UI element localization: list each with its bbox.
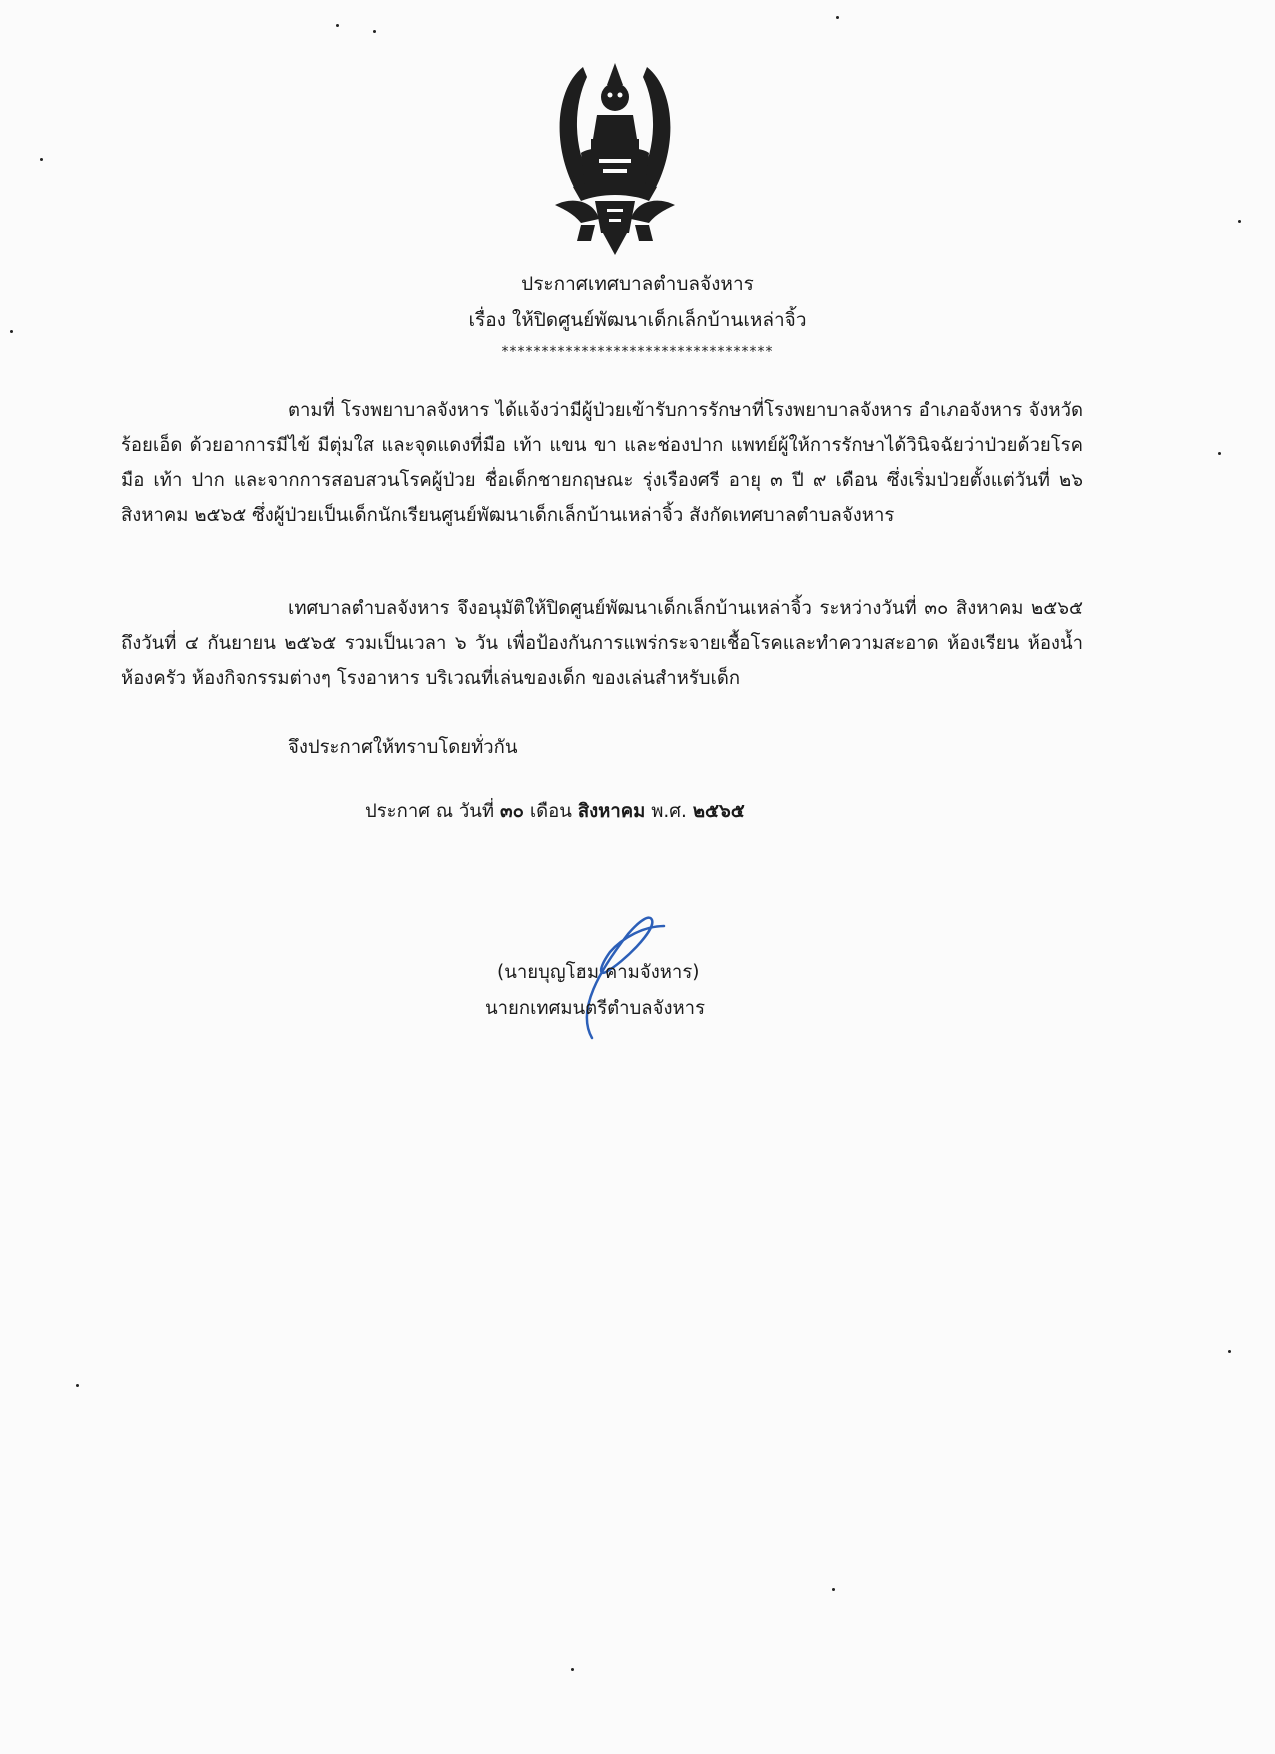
scan-speck <box>1238 220 1241 223</box>
scan-speck <box>1228 1350 1231 1353</box>
title-separator: ********************************** <box>501 344 774 360</box>
closing-statement: จึงประกาศให้ทราบโดยทั่วกัน <box>288 737 518 758</box>
scan-speck <box>40 158 43 161</box>
date-day: ๓๐ <box>500 801 524 822</box>
date-month: สิงหาคม <box>577 801 646 822</box>
scan-speck <box>76 1384 79 1387</box>
body-paragraph-1: ตามที่ โรงพยาบาลจังหาร ได้แจ้งว่ามีผู้ป่วยเข้ารับการรักษาที่โรงพยาบาลจังหาร อำเภอจังหาร จังหวัดร้อยเอ็ด ด้วยอาการมีไข้ มีตุ่มใส และจุดแดงที่มือ เท้า แขน ขา และช่องปาก แพทย์ผู้ให้การรักษาได้วินิจฉัยว่าป่วยด้วยโรค มือ เท้า ปาก และจากการสอบสวนโรคผู้ป่วย ชื่อเด็กชายกฤษณะ รุ่งเรืองศรี อายุ ๓ ปี ๙ เดือน ซึ่งเริ่มป่วยตั้งแต่วันที่ ๒๖ สิงหาคม ๒๕๖๕ ซึ่งผู้ป่วยเป็นเด็กนักเรียนศูนย์พัฒนาเด็กเล็กบ้านเหล่าจิ้ว สังกัดเทศบาลตำบลจังหาร <box>121 400 1083 526</box>
announcement-title: ประกาศเทศบาลตำบลจังหาร <box>521 273 754 295</box>
scan-speck <box>1218 452 1221 455</box>
body-paragraph-2: เทศบาลตำบลจังหาร จึงอนุมัติให้ปิดศูนย์พัฒนาเด็กเล็กบ้านเหล่าจิ้ว ระหว่างวันที่ ๓๐ สิงหาคม ๒๕๖๕ ถึงวันที่ ๔ กันยายน ๒๕๖๕ รวมเป็นเวลา ๖ วัน เพื่อป้องกันการแพร่กระจายเชื้อโรคและทำความสะอาด ห้องเรียน ห้องน้ำ ห้องครัว ห้องกิจกรรมต่างๆ โรงอาหาร บริเวณที่เล่นของเด็ก ของเล่นสำหรับเด็ก <box>121 598 1083 689</box>
scan-speck <box>832 1588 835 1591</box>
scan-speck <box>336 24 339 27</box>
announcement-subject: เรื่อง ให้ปิดศูนย์พัฒนาเด็กเล็กบ้านเหล่าจิ้ว <box>468 309 807 331</box>
scan-speck <box>373 30 376 33</box>
announcement-date <box>365 797 745 827</box>
date-prefix: ประกาศ ณ วันที่ <box>365 801 495 822</box>
signatory-position: นายกเทศมนตรีตำบลจังหาร <box>485 998 706 1019</box>
date-year: ๒๕๖๕ <box>692 801 745 822</box>
scan-speck <box>571 1668 574 1671</box>
signatory-name: (นายบุญโฮม คามจังหาร) <box>497 962 700 983</box>
scan-speck <box>836 16 839 19</box>
date-month-label: เดือน <box>529 801 572 822</box>
garuda-emblem-icon <box>525 55 705 260</box>
date-era: พ.ศ. <box>651 801 687 822</box>
